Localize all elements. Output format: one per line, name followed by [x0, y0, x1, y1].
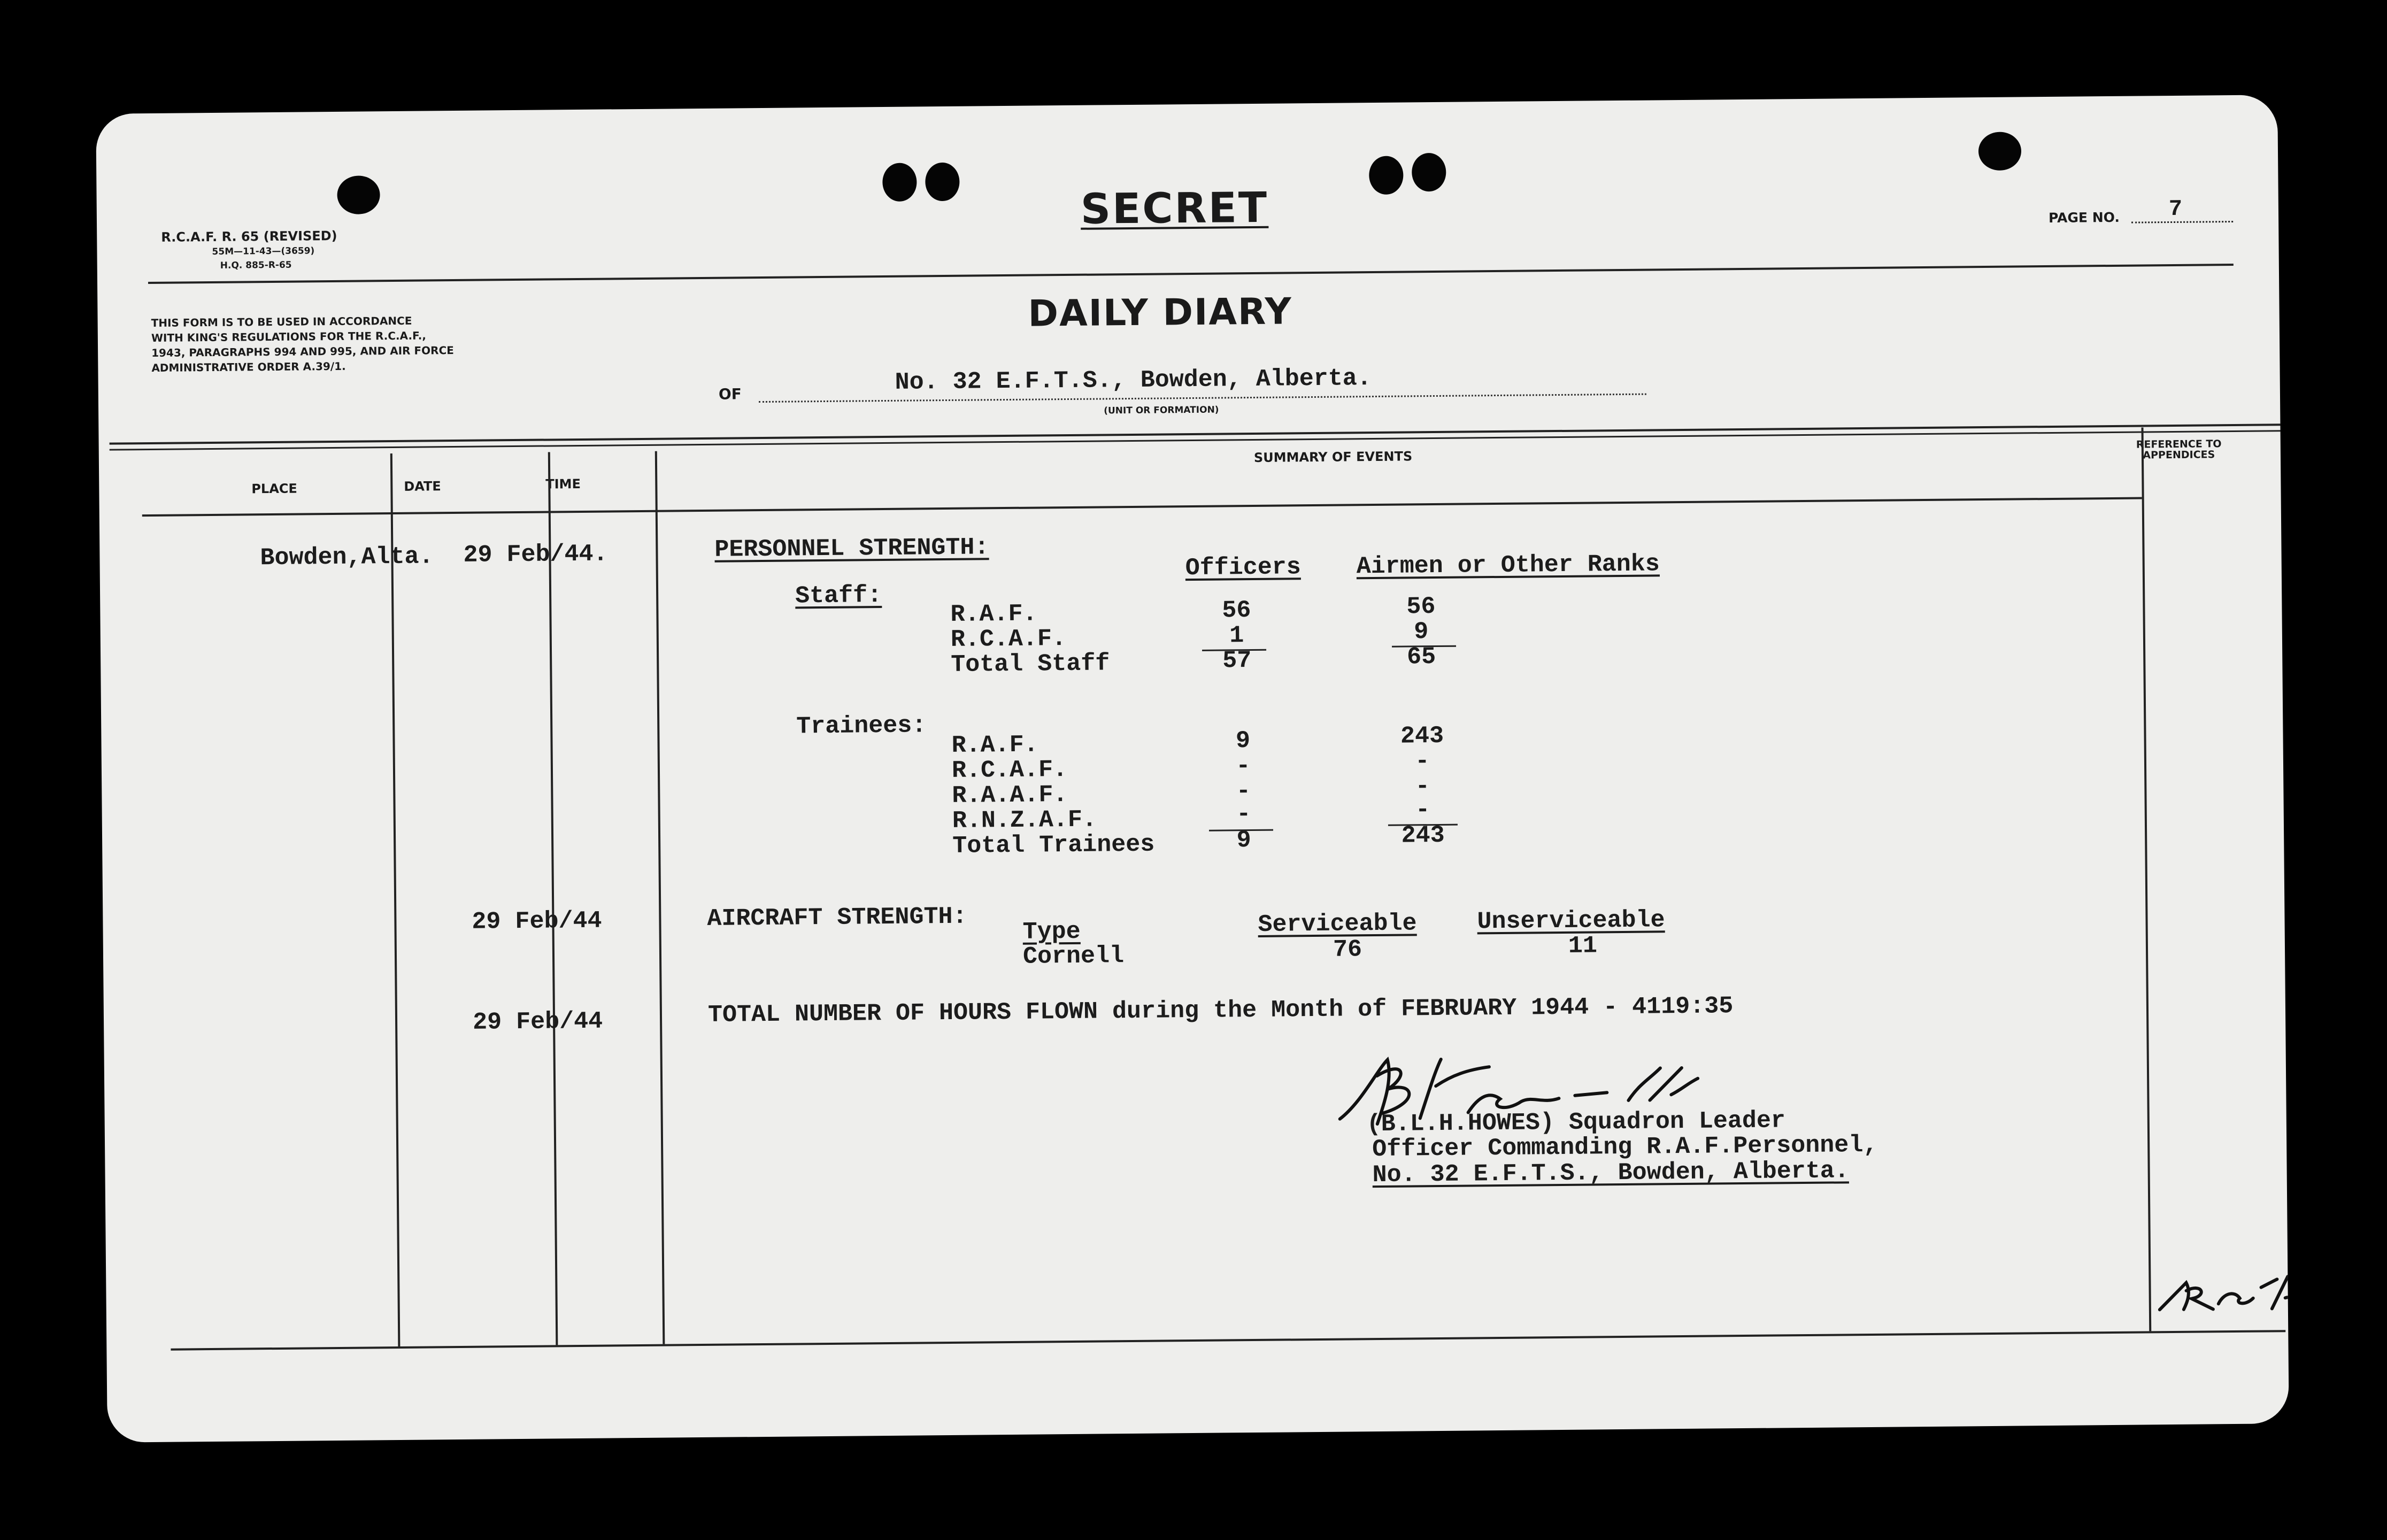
- airmen-column-header: Airmen or Other Ranks: [1356, 550, 1660, 581]
- column-header-place: PLACE: [251, 481, 297, 497]
- regulation-note-line: 1943, PARAGRAPHS 994 AND 995, AND AIR FORCE: [151, 344, 454, 359]
- aircraft-serviceable-header: Serviceable: [1258, 910, 1417, 938]
- punch-hole: [1978, 132, 2022, 171]
- trainee-row-label: Total Trainees: [952, 830, 1155, 860]
- trainee-officers-value: -: [1236, 800, 1251, 828]
- trainee-row-label: R.N.Z.A.F.: [952, 806, 1097, 835]
- punch-hole: [1369, 156, 1404, 195]
- staff-label: Staff:: [795, 582, 882, 610]
- column-divider: [2142, 427, 2152, 1331]
- staff-airmen-value: 56: [1406, 593, 1436, 621]
- column-header-date: DATE: [404, 479, 441, 494]
- staff-officers-value: 1: [1229, 622, 1244, 650]
- reference-header-line: APPENDICES: [2143, 449, 2215, 461]
- page-number: 7: [2168, 196, 2183, 222]
- personnel-heading: PERSONNEL STRENGTH:: [714, 534, 989, 564]
- trainee-officers-value: -: [1236, 777, 1251, 805]
- staff-airmen-value: 9: [1414, 618, 1429, 646]
- page-number-label: PAGE NO.: [2048, 209, 2120, 226]
- regulation-note: [151, 313, 455, 375]
- officers-column-header: Officers: [1185, 553, 1301, 582]
- page-title: DAILY DIARY: [1028, 290, 1293, 335]
- punch-hole: [882, 163, 917, 202]
- entry-date: 29 Feb/44.: [463, 540, 608, 569]
- column-divider: [390, 453, 401, 1346]
- aircraft-serviceable-value: 76: [1333, 936, 1362, 964]
- column-divider: [655, 451, 665, 1344]
- trainee-airmen-value: -: [1415, 773, 1430, 800]
- signature-name: (B.L.H.HOWES) Squadron Leader: [1366, 1107, 1786, 1138]
- trainee-row-label: R.A.A.F.: [952, 781, 1068, 810]
- unit-dotted-line: [759, 394, 1646, 403]
- staff-officers-value: 56: [1222, 597, 1251, 625]
- reference-header-line: REFERENCE TO: [2136, 438, 2222, 451]
- trainee-row-label: R.A.F.: [951, 731, 1038, 759]
- trainee-airmen-value: -: [1415, 796, 1430, 824]
- column-header-time: TIME: [545, 476, 581, 492]
- staff-airmen-value: 65: [1406, 643, 1436, 671]
- regulation-note-line: THIS FORM IS TO BE USED IN ACCORDANCE: [151, 314, 412, 329]
- trainee-officers-value: 9: [1236, 827, 1251, 854]
- trainee-airmen-value: 243: [1400, 722, 1444, 750]
- aircraft-unserviceable-header: Unserviceable: [1477, 906, 1665, 936]
- staff-row-label: R.C.A.F.: [950, 625, 1067, 653]
- staff-row-label: R.A.F.: [950, 600, 1037, 628]
- header-rule: [148, 264, 2234, 284]
- diary-card: [96, 95, 2289, 1443]
- column-header-rule: [142, 497, 2142, 517]
- signature-unit: No. 32 E.F.T.S., Bowden, Alberta.: [1372, 1157, 1849, 1189]
- entry-date: 29 Feb/44: [472, 907, 602, 936]
- punch-hole: [337, 175, 380, 214]
- regulation-note-line: WITH KING'S REGULATIONS FOR THE R.C.A.F.,: [151, 329, 427, 344]
- aircraft-type-header: Type: [1022, 918, 1081, 946]
- signature-title: Officer Commanding R.A.F.Personnel,: [1372, 1131, 1878, 1164]
- of-label: OF: [718, 385, 742, 403]
- unit-caption: (UNIT OR FORMATION): [1104, 404, 1219, 417]
- form-id-line3: H.Q. 885-R-65: [220, 259, 292, 271]
- aircraft-type: Cornell: [1022, 942, 1125, 971]
- column-header-summary: SUMMARY OF EVENTS: [1253, 449, 1413, 465]
- classification-label: SECRET: [1080, 183, 1269, 234]
- trainee-officers-value: 9: [1235, 727, 1251, 755]
- trainee-airmen-value: -: [1415, 748, 1430, 775]
- trainee-officers-value: -: [1236, 752, 1251, 780]
- aircraft-unserviceable-value: 11: [1568, 932, 1598, 960]
- trainees-label: Trainees:: [796, 712, 927, 741]
- staff-row-label: Total Staff: [951, 650, 1110, 679]
- form-id: R.C.A.F. R. 65 (REVISED): [161, 228, 337, 245]
- form-id-line2: 55M—11-43—(3659): [212, 245, 315, 257]
- table-bottom-rule: [171, 1330, 2285, 1351]
- column-header-reference: [2136, 438, 2222, 460]
- trainee-row-label: R.C.A.F.: [951, 756, 1068, 784]
- column-divider: [548, 452, 558, 1345]
- handwritten-initials: [2154, 1266, 2289, 1320]
- unit-name: No. 32 E.F.T.S., Bowden, Alberta.: [895, 365, 1372, 396]
- staff-officers-value: 57: [1222, 647, 1252, 675]
- entry-place: Bowden,Alta.: [260, 543, 434, 572]
- punch-hole: [1412, 153, 1446, 192]
- trainee-airmen-value: 243: [1401, 821, 1445, 850]
- entry-date: 29 Feb/44: [472, 1007, 603, 1036]
- hours-flown: TOTAL NUMBER OF HOURS FLOWN during the Month of FEBRUARY 1944 - 4119:35: [707, 992, 1734, 1029]
- aircraft-heading: AIRCRAFT STRENGTH:: [707, 903, 967, 933]
- regulation-note-line: ADMINISTRATIVE ORDER A.39/1.: [151, 359, 346, 374]
- punch-hole: [925, 163, 960, 202]
